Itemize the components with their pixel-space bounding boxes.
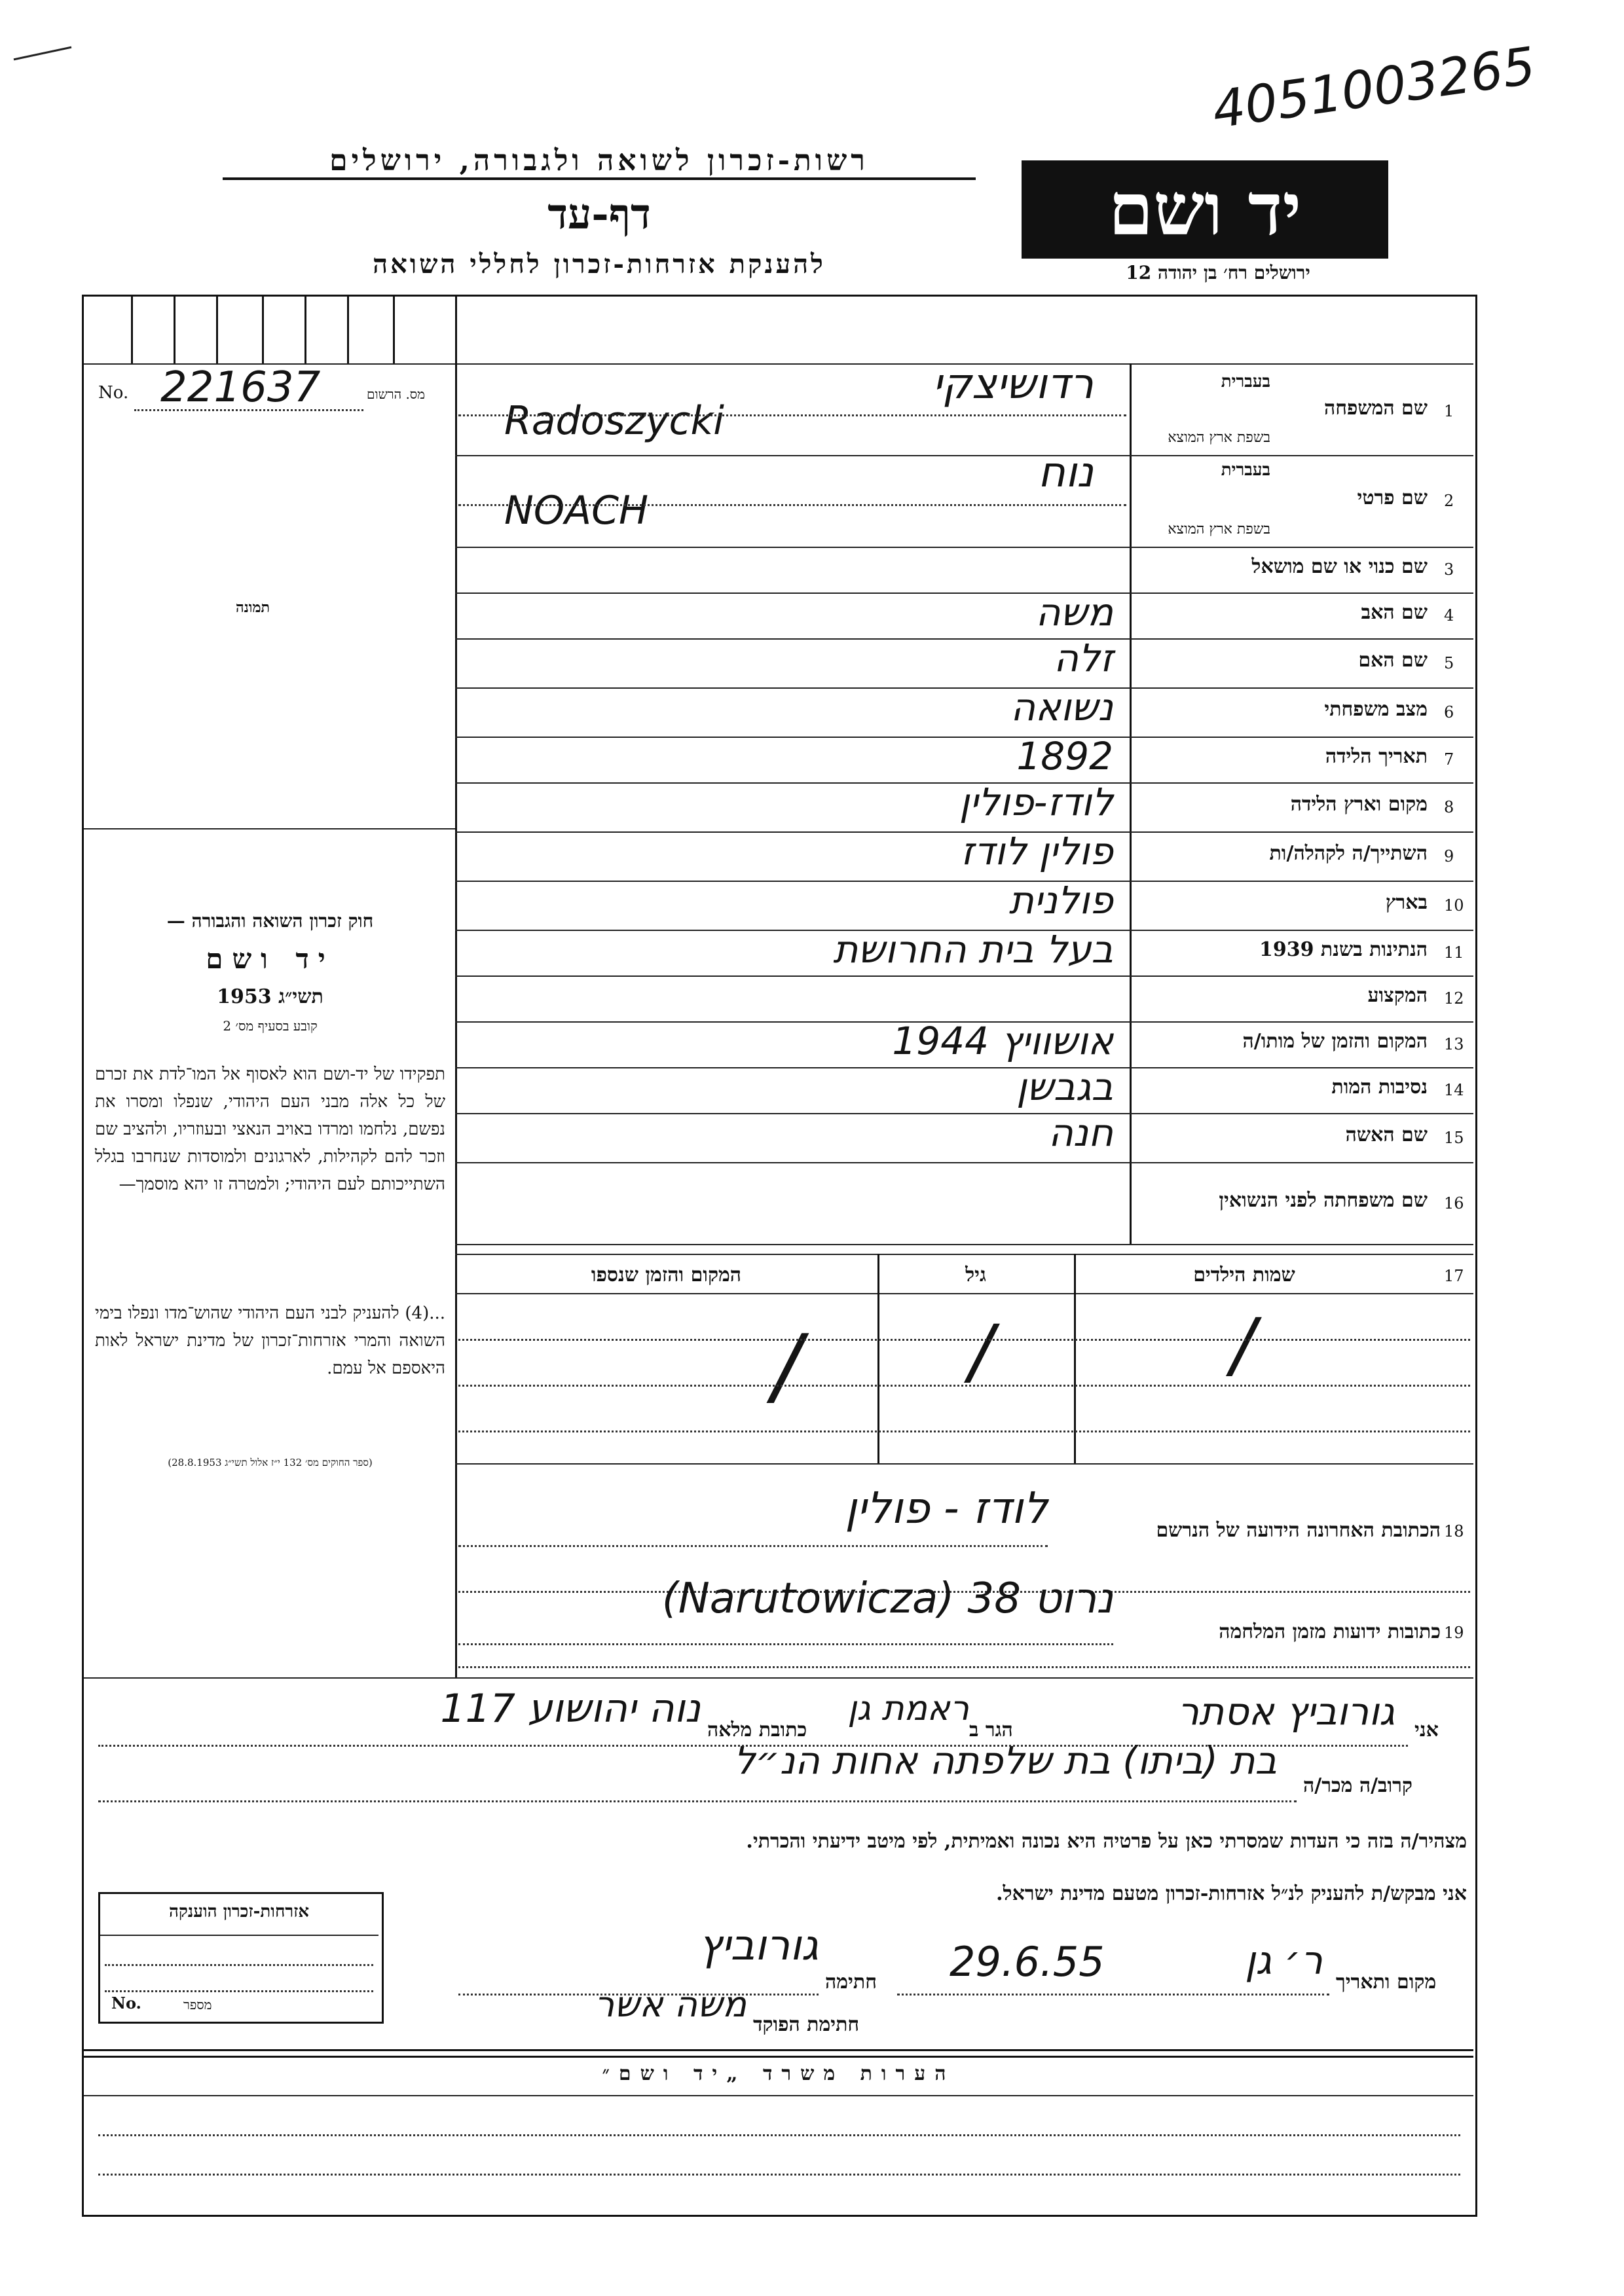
- field-label-16: שם משפחתה לפני הנשואין: [1219, 1188, 1428, 1212]
- corner-tick-mark: [14, 46, 72, 61]
- law-name: יד ושם: [206, 943, 335, 975]
- field-value-6: נשואה: [1010, 685, 1113, 729]
- law-citation: (ספר החוקים מס׳ 132 י״ז אלול תשי״ג 28.8.1953): [168, 1457, 373, 1468]
- field-sub-origin-2: בשפת ארץ המוצא: [1168, 521, 1270, 538]
- field-value-14: בגבשן: [1016, 1065, 1113, 1109]
- field-label-5: שם האם: [1358, 648, 1428, 672]
- remarks-title: הערות משרד „יד ושם״: [602, 2062, 955, 2085]
- field-sub-hebrew-2: בעברית: [1221, 460, 1270, 480]
- field-number-11: 11: [1444, 943, 1464, 962]
- field-number-2: 2: [1444, 492, 1454, 510]
- decl-city: ראמת גן: [847, 1689, 969, 1728]
- field-value-latin-2: NOACH: [504, 488, 649, 534]
- field-label-11: הנתינות בשנת 1939: [1259, 938, 1428, 961]
- field-label-9: השתייך/ה לקהלה/ות: [1269, 841, 1428, 865]
- field-label-2: שם פרטי: [1357, 486, 1428, 509]
- children-names-header: שמות הילדים: [1193, 1264, 1295, 1286]
- children-place-value: /: [773, 1316, 802, 1415]
- field-number-6: 6: [1444, 702, 1454, 721]
- field-number-14: 14: [1444, 1081, 1464, 1099]
- field-sub-origin-1: בשפת ארץ המוצא: [1168, 429, 1270, 446]
- field-number-15: 15: [1444, 1128, 1464, 1147]
- field-value-15: חנה: [1048, 1110, 1113, 1155]
- field-number-4: 4: [1444, 606, 1454, 625]
- field-value-5: זלה: [1054, 636, 1113, 680]
- field-label-1: שם המשפחה: [1323, 396, 1428, 420]
- reg-no-label: No.: [98, 383, 129, 403]
- decl-full-address-label: כתובת מלאה: [707, 1719, 807, 1741]
- children-names-value: /: [1231, 1303, 1256, 1387]
- signature-value: גורוביץ: [698, 1922, 819, 1970]
- decl-relative-value: בת (ביתו) בת שלפתה אחות הנ״ל: [733, 1738, 1277, 1783]
- decl-ani: אני: [1414, 1719, 1439, 1741]
- photo-label: תמונה: [236, 599, 270, 616]
- form-title: דף-עד: [547, 190, 651, 239]
- field-value-4: משה: [1035, 590, 1113, 634]
- decl-relative-label: קרוב/ה מכר/ה: [1303, 1774, 1412, 1797]
- field-sub-hebrew-1: בעברית: [1221, 372, 1270, 392]
- yad-vashem-logo: יד ושם: [1022, 160, 1388, 259]
- field-value-7: 1892: [1016, 734, 1113, 778]
- field-number-9: 9: [1444, 847, 1454, 866]
- field-number-18: 18: [1444, 1522, 1464, 1540]
- place-date-label: מקום ותאריך: [1336, 1971, 1437, 1994]
- decl-statement: מצהיר/ה בזה כי העדות שמסרתי כאן על פרטיה היא נכונה ואמיתית, לפי מיטב ידיעתי והכרתי.: [746, 1830, 1467, 1853]
- signature-label: חתימה: [825, 1971, 877, 1994]
- archive-stamp-number: 4051003265: [1209, 36, 1540, 141]
- field-number-7: 7: [1444, 750, 1454, 769]
- field-label-12: המקצוע: [1367, 984, 1428, 1007]
- field-label-14: נסיבות המות: [1331, 1076, 1428, 1099]
- citizenship-number-label: מספר: [183, 1997, 212, 2013]
- field-number-5: 5: [1444, 653, 1454, 672]
- reg-no-value: 221637: [160, 363, 321, 412]
- children-age-value: /: [969, 1309, 994, 1393]
- field-label-10: בארץ: [1385, 890, 1428, 914]
- citizenship-title: אזרחות-זכרון הוענקה: [168, 1902, 310, 1922]
- field-value-8: לודז-פולין: [959, 780, 1113, 824]
- law-text: תפקידו של יד-ושם הוא לאסוף אל המו־לדת את זכרם של כל אלה מבני העם היהודי, שנפלו ומסרו את נפשם, נלחמו ומרדו באויב הנאצי ובעוזריו, ולהציב שם וזכר להם לקהילות, לארגונים ולמוסדות שנחרבו בגלל השתייכותם לעם היהודי; ולמטרה זו יהא מוסמך—: [95, 1065, 445, 1194]
- field-value-1: רדושיצקי: [932, 360, 1094, 409]
- field-number-3: 3: [1444, 560, 1454, 579]
- official-signature-label: חתימת הפוקד: [753, 2013, 860, 2036]
- law-year: תשי״ג 1953: [217, 985, 323, 1008]
- field-value-2: נוח: [1038, 448, 1094, 497]
- field-number-12: 12: [1444, 989, 1464, 1008]
- field-label-4: שם האב: [1361, 601, 1428, 624]
- date-value: 29.6.55: [950, 1938, 1105, 1986]
- wartime-address-label: כתובות ידועות מזמן המלחמה: [1219, 1620, 1441, 1643]
- law-text-2: ...(4) להעניק לבני העם היהודי שהוש־מדו ונפלו בימי השואה והמרי אזרחות־זכרון של מדינת ישראל לאות היאספם אל עמם.: [95, 1303, 445, 1378]
- citizenship-no-label: No.: [111, 1994, 141, 2013]
- field-label-13: המקום והזמן של מותו/ה: [1242, 1030, 1428, 1053]
- decl-request: אני מבקש/ת להעניק לנ״ל אזרחות-זכרון מטעם מדינת ישראל.: [996, 1882, 1467, 1905]
- field-value-latin-1: Radoszycki: [504, 397, 724, 444]
- org-address: ירושלים רח׳ בן יהודה 12: [1126, 262, 1310, 283]
- place-value: ר׳ גן: [1245, 1938, 1323, 1984]
- field-value-13: אושוויץ 1944: [892, 1019, 1113, 1063]
- field-label-8: מקום וארץ הלידה: [1290, 792, 1428, 816]
- field-value-10: פולנית: [1008, 878, 1113, 922]
- field-number-1: 1: [1444, 401, 1454, 420]
- last-address-value: לודז - פולין: [845, 1483, 1048, 1533]
- decl-address-value: נוה יהושוע 117: [440, 1686, 701, 1732]
- field-number-8: 8: [1444, 797, 1454, 816]
- decl-name: גורוביץ אסתר: [1177, 1689, 1395, 1734]
- field-label-7: תאריך הלידה: [1325, 745, 1428, 768]
- field-value-11: בעל בית החרושת: [833, 927, 1113, 972]
- field-number-13: 13: [1444, 1035, 1464, 1053]
- decl-lives-at: הגר ב: [969, 1719, 1013, 1741]
- field-number-19: 19: [1444, 1624, 1464, 1642]
- field-label-15: שם האשה: [1345, 1123, 1428, 1146]
- org-name: רשות-זכרון לשואה ולגבורה, ירושלים: [223, 144, 976, 180]
- last-address-label: הכתובת האחרונה הידועה של הנרשם: [1156, 1519, 1441, 1542]
- field-number-16: 16: [1444, 1194, 1464, 1212]
- field-value-9: פולין לודז: [961, 829, 1113, 873]
- official-signature-value: משה אשר: [594, 1984, 747, 2025]
- field-label-3: שם כנוי או שם מושאל: [1251, 555, 1428, 578]
- field-label-6: מצב משפחתי: [1324, 697, 1428, 721]
- form-subtitle: להענקת אזרחות-זכרון לחללי השואה: [373, 249, 826, 280]
- wartime-address-value: נרוט 38 (Narutowicza): [661, 1575, 1113, 1623]
- reg-no-caption: מס. הרשום: [367, 386, 426, 402]
- children-place-header: המקום והזמן שנספו: [591, 1264, 742, 1286]
- children-age-header: גיל: [965, 1264, 986, 1286]
- field-number-10: 10: [1444, 896, 1464, 915]
- law-title: חוק זכרון השואה והגבורה —: [166, 910, 374, 932]
- law-clause: קובע בסעיף מס׳ 2: [223, 1018, 318, 1034]
- field-number-17: 17: [1444, 1267, 1464, 1285]
